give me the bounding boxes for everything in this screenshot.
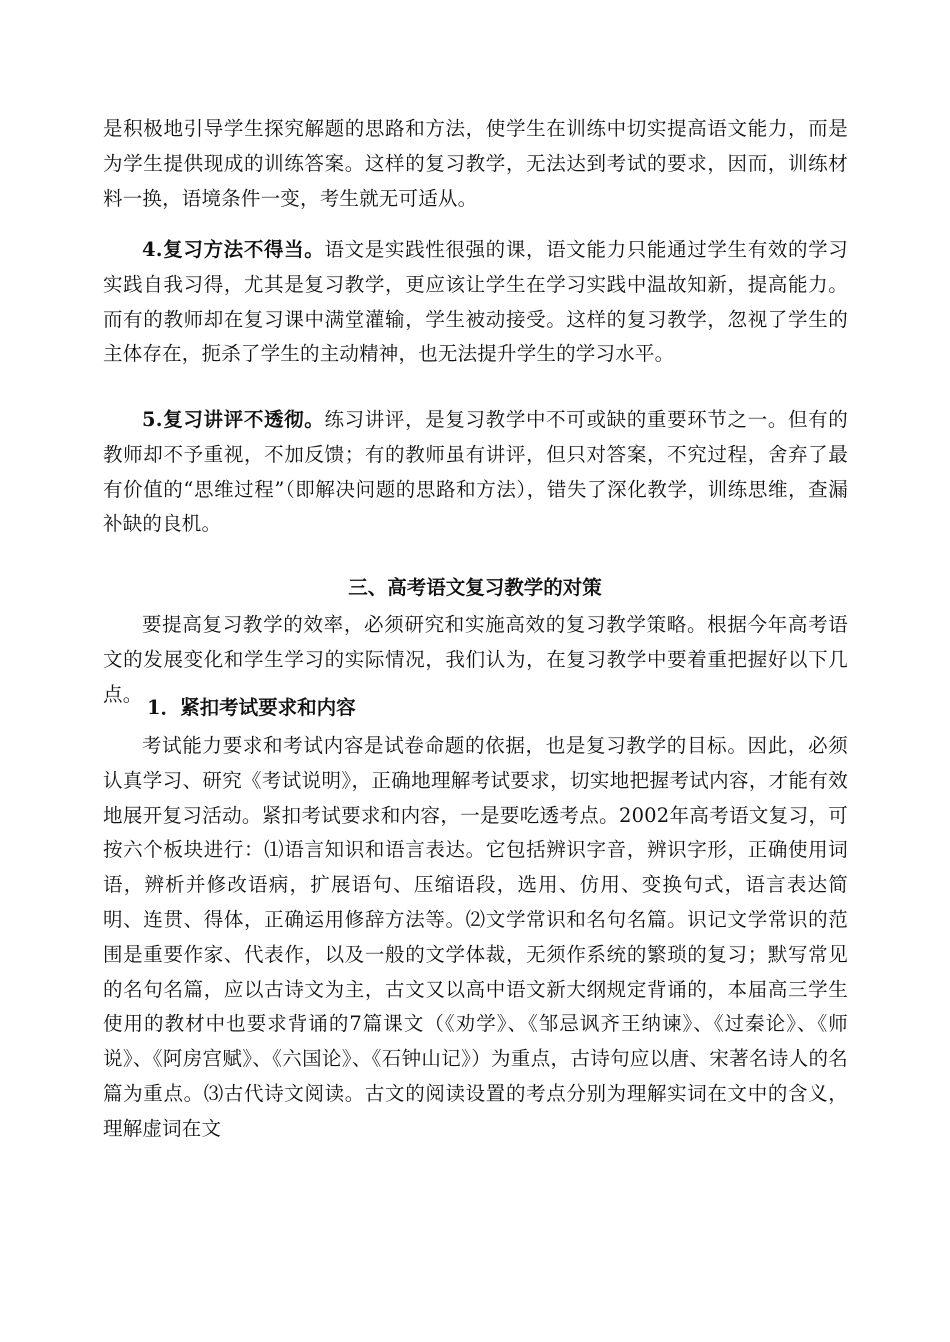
paragraph-text: 要提高复习教学的效率，必须研究和实施高效的复习教学策略。根据今年高考语文的发展变化和学生学习的实际情况，我们认为，在复习教学中要着重把握好以下几点。 xyxy=(103,613,848,706)
paragraph-text: 是积极地引导学生探究解题的思路和方法，使学生在训练中切实提高语文能力，而是为学生提供现成的训练答案。这样的复习教学，无法达到考试的要求，因而，训练材料一换，语境条件一变，考生就无可适从。 xyxy=(103,117,848,210)
paragraph-continuation xyxy=(103,112,848,216)
paragraph-text: 语文是实践性很强的课，语文能力只能通过学生有效的学习实践自我习得，尤其是复习教学，更应该让学生在学习实践中温故知新，提高能力。而有的教师却在复习课中满堂灌输，学生被动接受。这样的复习教学，忽视了学生的主体存在，扼杀了学生的主动精神，也无法提升学生的学习水平。 xyxy=(103,238,849,366)
section-heading: 三、高考语文复习教学的对策 xyxy=(348,576,602,599)
paragraph-lead: 4.复习方法不得当。 xyxy=(142,238,325,261)
paragraph-text: 练习讲评，是复习教学中不可或缺的重要环节之一。但有的教师却不予重视，不加反馈；有的教师虽有讲评，但只对答案，不究过程，舍弃了最有价值的“思维过程”（即解决问题的思路和方法），错失了深化教学，训练思维，查漏补缺的良机。 xyxy=(103,408,849,536)
paragraph-point-4 xyxy=(103,233,848,372)
paragraph-body xyxy=(103,729,848,1147)
paragraph-text: 考试能力要求和考试内容是试卷命题的依据，也是复习教学的目标。因此，必须认真学习、研究《考试说明》，正确地理解考试要求，切实地把握考试内容，才能有效地展开复习活动。紧扣考试要求和内容，一是要吃透考点。2002年高考语文复习，可按六个板块进行：⑴语言知识和语言表达。它包括辨识字音，辨识字形，正确使用词语，辨析并修改语病，扩展语句、压缩语段，选用、仿用、变换句式，语言表达简明、连贯、得体，正确运用修辞方法等。⑵文学常识和名句名篇。识记文学常识的范围是重要作家、代表作，以及一般的文学体裁，无须作系统的繁琐的复习；默写常见的名句名篇，应以古诗文为主，古文又以高中语文新大纲规定背诵的，本届高三学生使用的教材中也要求背诵的7篇课文（《劝学》、《邹忌讽齐王纳谏》、《过秦论》、《师说》、《阿房宫赋》、《六国论》、《石钟山记》）为重点，古诗句应以唐、宋著名诗人的名篇为重点。⑶古代诗文阅读。古文的阅读设置的考点分别为理解实词在文中的含义，理解虚词在文 xyxy=(103,734,848,1140)
paragraph-lead: 5.复习讲评不透彻。 xyxy=(142,408,325,431)
subsection-heading: 1．紧扣考试要求和内容 xyxy=(147,696,356,719)
paragraph-point-5 xyxy=(103,403,848,542)
